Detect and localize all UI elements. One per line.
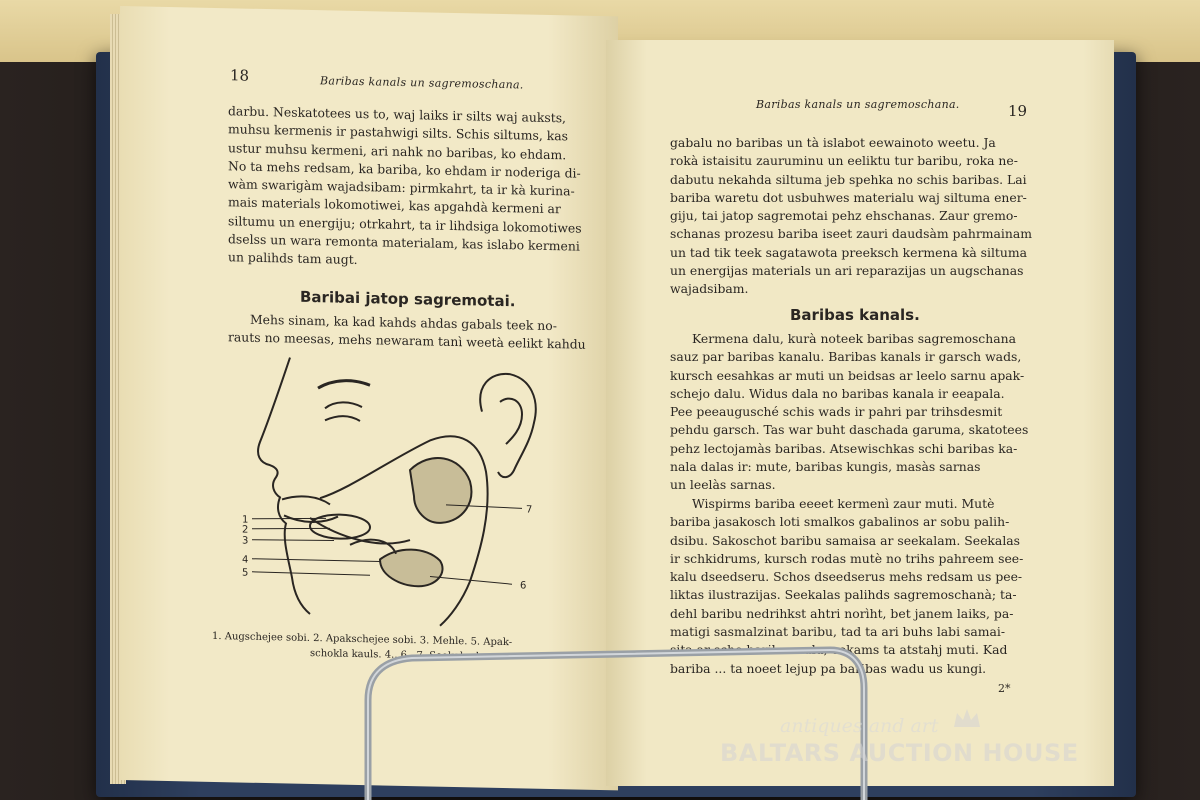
text-line: gabalu no baribas un tà islabot eewainoto weetu. Ja xyxy=(670,135,996,150)
figure-label-2: 2 xyxy=(242,524,249,536)
text-line: dehl baribu nedrihkst ahtri norìht, bet janem laiks, pa- xyxy=(670,605,1014,621)
text-line: ustur muhsu kermeni, ari nahk no baribas, ko ehdam. xyxy=(228,139,567,162)
text-line: dsibu. Sakoschot baribu samaisa ar seekalam. Seekalas xyxy=(670,532,1021,548)
text-line: un palihds tam augt. xyxy=(228,249,358,268)
text-line: rauts no meesas, mehs newaram tanì weetà eelikt kahdu xyxy=(228,329,586,353)
right-running-head: Baribas kanals un sagremoschana. xyxy=(756,98,960,111)
crown-icon xyxy=(952,707,982,731)
left-page-number: 18 xyxy=(230,66,250,85)
text-line: bariba jasakosch loti smalkos gabalinos ar sobu palih- xyxy=(670,514,1010,530)
signature-mark: 2* xyxy=(998,682,1011,695)
figure-label-3: 3 xyxy=(242,535,249,547)
left-running-head: Baribas kanals un sagremoschana. xyxy=(320,74,524,92)
text-line: matigi sasmalzinat baribu, tad ta ari buhs labi samai- xyxy=(670,624,1006,640)
text-line: Mehs sinam, ka kad kahds ahdas gabals teek no- xyxy=(250,311,557,334)
watermark-name: BALTARS AUCTION HOUSE xyxy=(720,739,1079,767)
text-line: schanas prozesu bariba iseet zauri daudsàm pahrmainam xyxy=(670,226,1032,242)
right-page-number: 19 xyxy=(1008,102,1028,120)
figure-label-4: 4 xyxy=(242,554,249,566)
text-line: No ta mehs redsam, ka bariba, ko ehdam ir noderiga di- xyxy=(228,158,581,181)
text-line: pehdu garsch. Tas war buht daschada garuma, skatotees xyxy=(670,422,1029,438)
figure-caption-line1: 1. Augschejee sobi. 2. Apakschejee sobi. 3. Mehle. 5. Apak- xyxy=(212,630,513,649)
text-line: giju, tai jatop sagremotai pehz ehschanas. Zaur gremo- xyxy=(670,208,1018,224)
text-line: dabutu nekahda siltuma jeb spehka no schis baribas. Lai xyxy=(670,171,1027,187)
text-line: muhsu kermenis ir pastahwigi silts. Schis siltums, kas xyxy=(228,121,568,144)
text-line: kursch eesahkas ar muti un beidsas ar leelo sarnu apak- xyxy=(670,367,1025,383)
text-line: kalu dseedseru. Schos dseedserus mehs redsam us pee- xyxy=(670,569,1023,585)
text-line: bariba waretu dot usbuhwes materialu waj siltuma ener- xyxy=(670,189,1027,205)
left-section-heading: Baribai jatop sagremotai. xyxy=(300,287,516,311)
text-line: pehz lectojamàs baribas. Atsewischkas schi baribas ka- xyxy=(670,440,1018,456)
text-line: un tad tik teek sagatawota preeksch kermena kà siltuma xyxy=(670,244,1028,260)
text-line: bariba ... ta noeet lejup pa baribas wadu us kungi. xyxy=(670,660,987,676)
text-line: Kermena dalu, kurà noteek baribas sagremoschana xyxy=(692,331,1016,346)
figure-label-6: 6 xyxy=(520,580,527,592)
text-line: Wispirms bariba eeeet kermenì zaur muti. Mutè xyxy=(692,496,995,511)
text-line: un energijas materials un ari reparazijas un augschanas xyxy=(670,263,1024,279)
figure-label-5: 5 xyxy=(242,567,249,579)
text-line: nala dalas ir: mute, baribas kungis, masàs sarnas xyxy=(670,459,981,475)
text-line: wajadsibam. xyxy=(670,281,749,297)
text-line: rokà istaisitu zauruminu un eeliktu tur baribu, roka ne- xyxy=(670,153,1018,169)
text-line: sauz par baribas kanalu. Baribas kanals ir garsch wads, xyxy=(670,349,1022,365)
text-line: sita ar scho baribas sulu, eekams ta atstahj muti. Kad xyxy=(670,642,1008,658)
figure-caption-line2: schokla kauls. 4., 6., 7. Seekalu d... xyxy=(310,647,489,663)
right-section-heading: Baribas kanals. xyxy=(790,306,920,324)
figure-label-7: 7 xyxy=(526,504,533,516)
text-line: liktas ilustrazijas. Seekalas palihds sagremoschanà; ta- xyxy=(670,587,1017,603)
watermark-tagline: antiques and art xyxy=(780,715,939,737)
text-line: darbu. Neskatotees us to, waj laiks ir silts waj auksts, xyxy=(228,103,566,126)
text-line: schejo dalu. Widus dala no baribas kanala ir eeapala. xyxy=(670,385,1005,401)
text-line: mais materials lokomotiwei, kas apgahdà kermeni ar xyxy=(228,194,561,217)
text-line: Pee peeaugusché schis wads ir pahri par trihsdesmit xyxy=(670,404,1003,420)
text-line: wàm swarigàm wajadsibam: pirmkahrt, ta ir kà kurina- xyxy=(228,176,575,199)
auction-house-watermark xyxy=(720,715,1120,775)
text-line: ir schkidrums, kursch rodas mutè no trihs pahreem see- xyxy=(670,550,1024,566)
text-line: un leelàs sarnas. xyxy=(670,477,776,493)
text-line: dselss un wara remonta materialam, kas islabo kermeni xyxy=(228,231,580,254)
text-line: siltumu un energiju; otrkahrt, ta ir lihdsiga lokomotiwes xyxy=(228,213,582,236)
figure-label-1: 1 xyxy=(242,514,249,526)
